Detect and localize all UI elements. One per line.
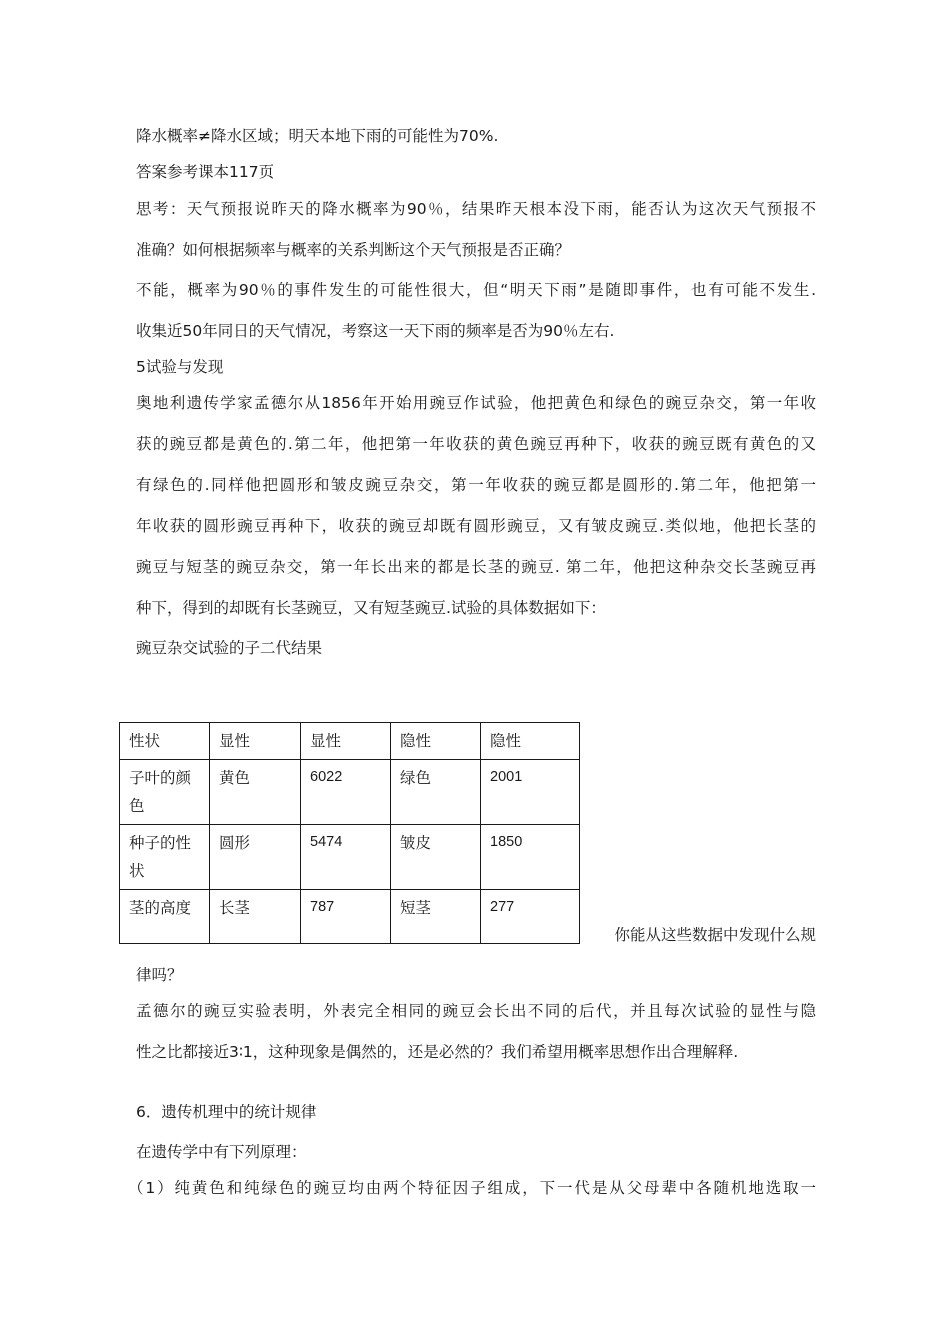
header-cell: 隐性 [481,723,580,760]
header-cell: 隐性 [391,723,481,760]
table-cell: 种子的性状 [120,825,210,890]
table-row [120,825,580,890]
table-row [120,890,580,944]
table-cell: 787 [301,890,391,944]
section-heading-genetics: 6．遗传机理中的统计规律 [136,1103,317,1121]
question-line-2: 律吗？ [136,966,183,984]
text-line-think-1: 思考：天气预报说昨天的降水概率为90％，结果昨天根本没下雨，能否认为这次天气预报不 [136,200,816,218]
conclusion-line-1: 孟德尔的豌豆实验表明，外表完全相同的豌豆会长出不同的后代，并且每次试验的显性与隐 [136,1002,816,1020]
paragraph-line-5: 豌豆与短茎的豌豆杂交，第一年长出来的都是长茎的豌豆. 第二年，他把这种杂交长茎豌豆再 [136,558,816,576]
principle-intro: 在遗传学中有下列原理： [136,1143,307,1161]
text-line-answer-2: 收集近50年同日的天气情况，考察这一天下雨的频率是否为90％左右. [136,322,615,340]
header-cell: 显性 [210,723,301,760]
table-cell: 子叶的颜色 [120,760,210,825]
table-cell: 6022 [301,760,391,825]
table-header-row [120,723,580,760]
table-caption: 豌豆杂交试验的子二代结果 [136,639,323,657]
table-cell: 圆形 [210,825,301,890]
principle-item-1: （1）纯黄色和纯绿色的豌豆均由两个特征因子组成，下一代是从父母辈中各随机地选取一 [128,1179,816,1197]
paragraph-line-3: 有绿色的.同样他把圆形和皱皮豌豆杂交，第一年收获的豌豆都是圆形的.第二年，他把第一 [136,476,816,494]
header-cell: 显性 [301,723,391,760]
table-cell: 茎的高度 [120,890,210,944]
paragraph-line-2: 获的豌豆都是黄色的.第二年，他把第一年收获的黄色豌豆再种下，收获的豌豆既有黄色的又 [136,435,816,453]
pea-results-table [119,722,580,944]
paragraph-line-6: 种下，得到的却既有长茎豌豆，又有短茎豌豆.试验的具体数据如下： [136,599,606,617]
paragraph-line-4: 年收获的圆形豌豆再种下，收获的豌豆却既有圆形豌豆，又有皱皮豌豆.类似地，他把长茎的 [136,517,816,535]
text-line-rain-area: 降水概率≠降水区域；明天本地下雨的可能性为70%. [136,127,499,145]
table-cell: 皱皮 [391,825,481,890]
section-heading-experiment: 5试验与发现 [136,358,224,376]
question-line-1: 你能从这些数据中发现什么规 [614,926,816,944]
table-cell: 1850 [481,825,580,890]
table-cell: 2001 [481,760,580,825]
text-line-answer-ref: 答案参考课本117页 [136,163,275,181]
table-cell: 短茎 [391,890,481,944]
table-cell: 绿色 [391,760,481,825]
table-cell: 长茎 [210,890,301,944]
header-cell: 性状 [120,723,210,760]
conclusion-line-2: 性之比都接近3∶1，这种现象是偶然的，还是必然的？我们希望用概率思想作出合理解释. [136,1043,739,1061]
table-cell: 黄色 [210,760,301,825]
table-cell: 277 [481,890,580,944]
text-line-think-2: 准确？如何根据频率与概率的关系判断这个天气预报是否正确？ [136,241,571,259]
table-cell: 5474 [301,825,391,890]
table-row [120,760,580,825]
text-line-answer-1: 不能，概率为90％的事件发生的可能性很大，但“明天下雨”是随即事件，也有可能不发生. [136,281,816,299]
paragraph-line-1: 奥地利遗传学家孟德尔从1856年开始用豌豆作试验，他把黄色和绿色的豌豆杂交，第一年收 [136,394,816,412]
